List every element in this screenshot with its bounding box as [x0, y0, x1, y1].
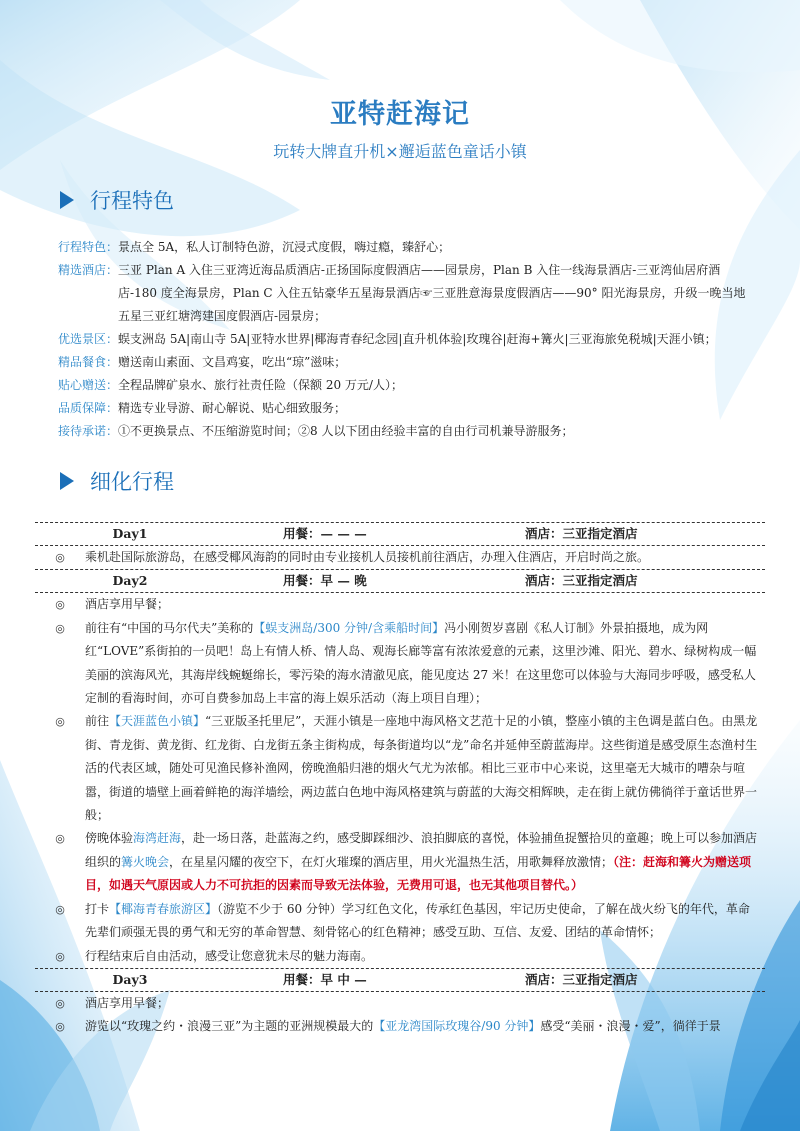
day-meal: 用餐：早 — 晚 — [283, 573, 367, 589]
feature-row — [58, 374, 748, 397]
feature-key: 贴心赠送： — [58, 378, 119, 392]
day-header-row — [35, 968, 765, 992]
bullet-icon: ◎ — [55, 551, 65, 564]
bullet-icon: ◎ — [55, 621, 65, 635]
text-segment: 前往有“中国的马尔代夫”美称的 — [85, 620, 254, 635]
text-segment: 打卡 — [85, 901, 110, 916]
section-title-itinerary: 细化行程 — [90, 470, 174, 494]
day-label: Day1 — [112, 526, 148, 541]
section-header-itinerary — [60, 466, 174, 496]
day-header-row — [35, 569, 765, 593]
text-segment: “三亚版圣托里尼”，天涯小镇是一座地中海风格文艺范十足的小镇，整座小镇的主色调是蓝白色。由黑龙街、青龙街、黄龙街、红龙街、白龙街五条主街构成，每条街道均以“龙”命名并延伸至蔚蓝海岸。这些街道是感受原生态渔村生活的代表区域，随处可见渔民修补渔网，傍晚渔船归港的烟火气尤为浓郁。相比三亚市中心来说，这里毫无大城市的嘈杂与喧嚣，街道的墙壁上画着鲜艳的海洋墙绘，两边蓝白色地中海风格建筑与蔚蓝的大海交相辉映，走在街上就仿佛徜徉于童话世界一般； — [85, 714, 758, 823]
text-segment: ，赴一场日落，赴蓝海之约，感受脚踩细沙、浪拍脚底的喜悦，体验捕鱼捉蟹拾贝的童趣；晚上可以参加酒店组织的 — [85, 831, 758, 869]
text-segment: 酒店享用早餐； — [85, 597, 170, 612]
itinerary-text — [85, 617, 759, 711]
section-title-features: 行程特色 — [90, 189, 174, 213]
features-list — [58, 236, 748, 443]
itinerary-item — [35, 593, 765, 616]
itinerary-text — [85, 546, 759, 569]
itinerary-table — [35, 522, 765, 1039]
triangle-arrow-icon — [60, 191, 74, 209]
feature-value: 蜈支洲岛 5A|南山寺 5A|亚特水世界|椰海青春纪念园|直升机体验|玫瑰谷|赶海+篝火|三亚海旅免税城|天涯小镇； — [118, 332, 717, 346]
bullet-icon: ◎ — [55, 949, 65, 963]
feature-row — [58, 420, 748, 443]
feature-value: 精选专业导游、耐心解说、贴心细致服务； — [118, 401, 347, 415]
feature-row — [58, 259, 748, 328]
day-hotel: 酒店：三亚指定酒店 — [525, 971, 638, 987]
feature-row — [58, 397, 748, 420]
itinerary-text — [85, 827, 759, 897]
itinerary-text — [85, 1015, 759, 1038]
bullet-icon: ◎ — [55, 598, 65, 612]
page-title: 亚特赶海记 — [330, 99, 470, 130]
itinerary-text — [85, 898, 759, 945]
text-segment: 冯小刚贺岁喜剧《私人订制》外景拍摄地，成为网红“LOVE”系街拍的一员吧！岛上有情人桥、情人岛、观海长廊等富有浓浓爱意的元素，这里沙滩、阳光、碧水、绿树构成一幅美丽的滨海风光，其海岸线蜿蜒绵长，零污染的海水清澈见底，能见度达 27 米！在这里您可以体验与大海同步呼吸，感受私人定制的看海时间，亦可自费参加岛上丰富的海上娱乐活动（海上项目自理）； — [85, 620, 757, 706]
itinerary-item — [35, 827, 765, 897]
highlight-attraction: 【天涯蓝色小镇】 — [109, 714, 206, 729]
itinerary-text — [85, 945, 759, 968]
feature-row — [58, 236, 748, 259]
feature-key: 行程特色： — [58, 240, 119, 254]
feature-key: 品质保障： — [58, 401, 119, 415]
day-hotel: 酒店：三亚指定酒店 — [525, 526, 638, 541]
itinerary-text — [85, 593, 759, 616]
day-meal: 用餐：早 中 — — [283, 971, 367, 987]
bullet-icon: ◎ — [55, 996, 65, 1010]
text-segment: 感受“美丽・浪漫・爱”，徜徉于景 — [540, 1019, 721, 1034]
feature-value: 赠送南山素面、文昌鸡宴，吃出“琼”滋味； — [118, 355, 347, 369]
itinerary-text — [85, 710, 759, 827]
day-header-row — [35, 522, 765, 546]
warning-note: （注：赶海和篝火为赠送项目，如遇天气原因或人力不可抗拒的因素而导致无法体验，无费用可退，也无其他项目替代。） — [85, 854, 752, 893]
itinerary-item — [35, 546, 765, 569]
itinerary-item — [35, 617, 765, 711]
text-segment: （游览不少于 60 分钟）学习红色文化，传承红色基因，牢记历史使命，了解在战火纷飞的年代，革命先辈们顽强无畏的勇气和无穷的革命智慧、刻骨铭心的红色精神；感受互助、互信、友爱、团结的革命情怀； — [85, 901, 750, 940]
bullet-icon: ◎ — [55, 715, 65, 729]
text-segment: 前往 — [85, 714, 110, 729]
feature-key: 接待承诺： — [58, 424, 119, 438]
itinerary-item — [35, 992, 765, 1015]
highlight-attraction: 【蜈支洲岛/300 分钟/含乘船时间】 — [253, 620, 445, 635]
day-hotel: 酒店：三亚指定酒店 — [525, 573, 638, 589]
itinerary-text — [85, 992, 759, 1015]
itinerary-item — [35, 710, 765, 827]
text-segment: 游览以“玫瑰之约・浪漫三亚”为主题的亚洲规模最大的 — [85, 1019, 374, 1034]
text-segment: 行程结束后自由活动，感受让您意犹未尽的魅力海南。 — [85, 948, 374, 963]
feature-row — [58, 351, 748, 374]
highlight-attraction: 海湾赶海 — [133, 831, 182, 846]
bullet-icon: ◎ — [55, 1020, 65, 1034]
page-subtitle: 玩转大牌直升机×邂逅蓝色童话小镇 — [273, 142, 527, 161]
day-label: Day2 — [112, 573, 148, 589]
text-segment: 酒店享用早餐； — [85, 995, 170, 1010]
feature-value: 景点全 5A，私人订制特色游，沉浸式度假，嗨过瘾，臻舒心； — [118, 240, 451, 254]
feature-key: 精选酒店： — [58, 263, 119, 277]
feature-row — [58, 328, 748, 351]
itinerary-item — [35, 945, 765, 968]
itinerary-item — [35, 898, 765, 945]
feature-key: 精品餐食： — [58, 355, 119, 369]
bullet-icon: ◎ — [55, 902, 65, 916]
day-meal: 用餐：— — — — [283, 526, 367, 541]
highlight-attraction: 【亚龙湾国际玫瑰谷/90 分钟】 — [373, 1019, 541, 1034]
feature-key: 优选景区： — [58, 332, 119, 346]
text-segment: 乘机赴国际旅游岛，在感受椰风海韵的同时由专业接机人员接机前往酒店，办理入住酒店，开启时尚之旅。 — [85, 550, 650, 564]
highlight-attraction: 篝火晚会 — [121, 854, 170, 869]
section-header-features — [60, 185, 174, 215]
text-segment: 傍晚体验 — [85, 831, 134, 846]
text-segment: ，在星星闪耀的夜空下，在灯火璀璨的酒店里，用火光温热生活，用歌舞释放激情； — [169, 854, 614, 869]
day-label: Day3 — [112, 971, 148, 987]
itinerary-item — [35, 1015, 765, 1038]
feature-value: ①不更换景点、不压缩游览时间；②8 人以下团由经验丰富的自由行司机兼导游服务； — [118, 424, 574, 438]
bullet-icon: ◎ — [55, 832, 65, 846]
feature-value: 三亚 Plan A 入住三亚湾近海品质酒店-正扬国际度假酒店——园景房，Plan B 入住一线海景酒店-三亚湾仙居府酒店-180 度全海景房，Plan C 入住五钻豪华五星海景酒店☞三亚胜意海景度假酒店——90° 阳光海景房，升级一晚当地五星三亚红塘湾建国度假酒店-园景房； — [118, 263, 746, 323]
triangle-arrow-icon — [60, 472, 74, 490]
highlight-attraction: 【椰海青春旅游区】 — [109, 901, 218, 916]
feature-value: 全程品牌矿泉水、旅行社责任险（保额 20 万元/人）； — [118, 378, 403, 392]
